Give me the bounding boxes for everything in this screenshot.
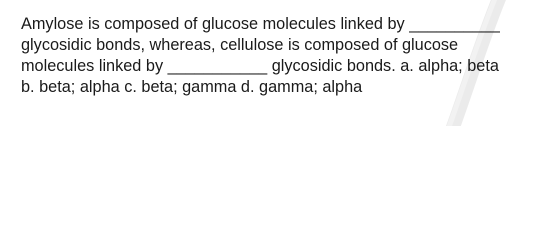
question-text	[21, 14, 551, 98]
question-line-3: molecules linked by ___________ glycosidic bonds. a. alpha; beta	[21, 57, 499, 75]
question-line-2: glycosidic bonds, whereas, cellulose is composed of glucose	[21, 36, 459, 54]
question-line-1: Amylose is composed of glucose molecules linked by __________	[21, 15, 500, 33]
question-line-4: b. beta; alpha c. beta; gamma d. gamma; alpha	[21, 78, 363, 96]
